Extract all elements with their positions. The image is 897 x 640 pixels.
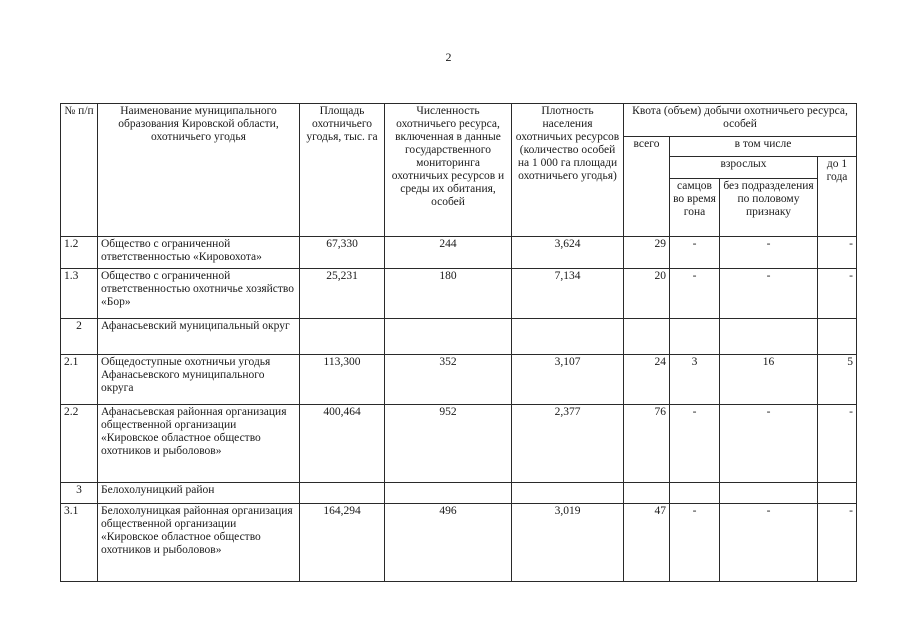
- header-area: Площадь охотничьего угодья, тыс. га: [300, 104, 385, 237]
- cell-under1: 5: [818, 355, 857, 405]
- cell-nosex: -: [720, 504, 818, 582]
- cell-under1: -: [818, 269, 857, 319]
- cell-area: 67,330: [300, 237, 385, 269]
- cell-name: Общедоступные охотничьи угодья Афанасьевского муниципального округа: [98, 355, 300, 405]
- header-count: Численность охотничьего ресурса, включенная в данные государственного мониторинга охотничьих ресурсов и среды их обитания, особей: [385, 104, 512, 237]
- cell-num: 1.2: [61, 237, 98, 269]
- table-row: [61, 504, 857, 582]
- cell-name: Общество с ограниченной ответственностью охотничье хозяйство «Бор»: [98, 269, 300, 319]
- cell-males: 3: [670, 355, 720, 405]
- cell-area: [300, 483, 385, 504]
- cell-nosex: [720, 319, 818, 355]
- cell-name: Афанасьевский муниципальный округ: [98, 319, 300, 355]
- cell-nosex: -: [720, 269, 818, 319]
- cell-num: 2: [61, 319, 98, 355]
- header-density: Плотность населения охотничьих ресурсов (количество особей на 1 000 га площади охотничьего угодья): [512, 104, 624, 237]
- cell-count: 352: [385, 355, 512, 405]
- cell-nosex: [720, 483, 818, 504]
- table-header: [61, 104, 857, 237]
- cell-under1: [818, 483, 857, 504]
- header-males: самцов во время гона: [670, 179, 720, 237]
- header-num: № п/п: [61, 104, 98, 237]
- cell-under1: -: [818, 504, 857, 582]
- page-number: 2: [445, 50, 452, 64]
- header-including: в том числе: [670, 137, 857, 157]
- header-nosex: без подразделения по половому признаку: [720, 179, 818, 237]
- cell-count: 244: [385, 237, 512, 269]
- cell-total: [624, 483, 670, 504]
- cell-under1: [818, 319, 857, 355]
- cell-area: [300, 319, 385, 355]
- cell-total: 76: [624, 405, 670, 483]
- cell-total: 47: [624, 504, 670, 582]
- cell-density: 7,134: [512, 269, 624, 319]
- cell-name: Белохолуницкая районная организация общественной организации «Кировское областное общество охотников и рыболовов»: [98, 504, 300, 582]
- table-body: [61, 237, 857, 582]
- cell-count: 180: [385, 269, 512, 319]
- cell-name: Афанасьевская районная организация общественной организации «Кировское областное общество охотников и рыболовов»: [98, 405, 300, 483]
- cell-name: Общество с ограниченной ответственностью «Кировохота»: [98, 237, 300, 269]
- cell-name: Белохолуницкий район: [98, 483, 300, 504]
- header-quota: Квота (объем) добычи охотничьего ресурса, особей: [624, 104, 857, 137]
- cell-area: 25,231: [300, 269, 385, 319]
- cell-count: 496: [385, 504, 512, 582]
- table-row: [61, 237, 857, 269]
- cell-density: [512, 319, 624, 355]
- cell-nosex: 16: [720, 355, 818, 405]
- cell-nosex: -: [720, 237, 818, 269]
- cell-density: 2,377: [512, 405, 624, 483]
- cell-under1: -: [818, 405, 857, 483]
- cell-density: 3,019: [512, 504, 624, 582]
- table-row: [61, 269, 857, 319]
- cell-num: 1.3: [61, 269, 98, 319]
- cell-males: -: [670, 269, 720, 319]
- cell-males: -: [670, 405, 720, 483]
- header-adults: взрослых: [670, 157, 818, 179]
- header-under1: до 1 года: [818, 157, 857, 237]
- table-row: [61, 483, 857, 504]
- cell-count: [385, 319, 512, 355]
- cell-num: 2.1: [61, 355, 98, 405]
- cell-area: 164,294: [300, 504, 385, 582]
- cell-num: 3.1: [61, 504, 98, 582]
- cell-num: 2.2: [61, 405, 98, 483]
- cell-num: 3: [61, 483, 98, 504]
- cell-males: [670, 483, 720, 504]
- cell-density: [512, 483, 624, 504]
- cell-density: 3,624: [512, 237, 624, 269]
- header-total: всего: [624, 137, 670, 237]
- cell-area: 400,464: [300, 405, 385, 483]
- cell-nosex: -: [720, 405, 818, 483]
- cell-total: [624, 319, 670, 355]
- cell-males: -: [670, 504, 720, 582]
- cell-count: [385, 483, 512, 504]
- cell-under1: -: [818, 237, 857, 269]
- table-row: [61, 405, 857, 483]
- cell-area: 113,300: [300, 355, 385, 405]
- table-row: [61, 355, 857, 405]
- table-row: [61, 319, 857, 355]
- cell-males: [670, 319, 720, 355]
- cell-total: 29: [624, 237, 670, 269]
- cell-males: -: [670, 237, 720, 269]
- quota-table: [60, 103, 857, 582]
- cell-total: 20: [624, 269, 670, 319]
- cell-count: 952: [385, 405, 512, 483]
- cell-total: 24: [624, 355, 670, 405]
- header-name: Наименование муниципального образования Кировской области, охотничьего угодья: [98, 104, 300, 237]
- cell-density: 3,107: [512, 355, 624, 405]
